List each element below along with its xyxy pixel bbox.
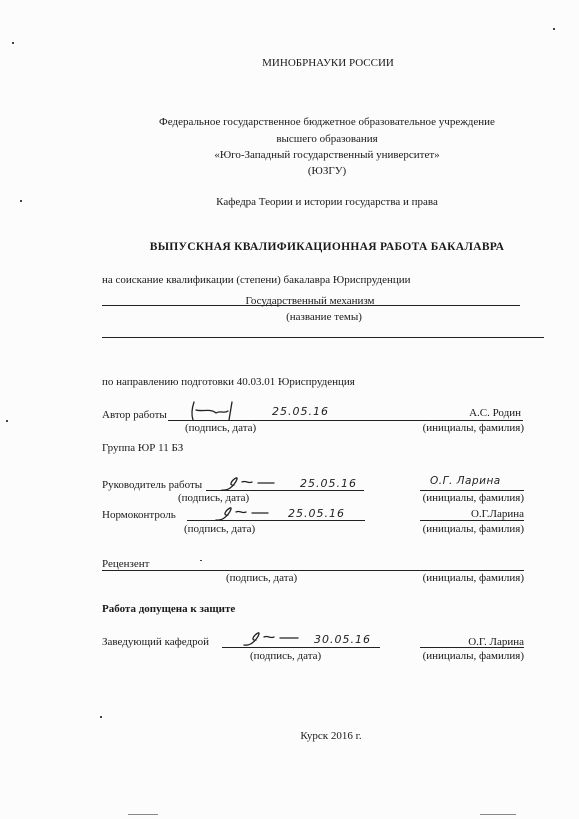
head-of-department-date: 30.05.16 [314,633,371,646]
department-name: Кафедра Теории и истории государства и права [216,196,438,208]
head-of-department-name: О.Г. Ларина [468,636,524,648]
direction-line: по направлению подготовки 40.03.01 Юриспруденция [102,376,355,388]
city-year: Курск 2016 г. [300,730,362,742]
institution-abbreviation: (ЮЗГУ) [307,165,347,177]
supervisor-date: 25.05.16 [300,477,357,490]
author-label: Автор работы [102,409,167,421]
normcontrol-date: 25.05.16 [288,507,345,520]
scan-speck [200,560,202,561]
supervisor-handwritten-name: О.Г. Ларина [430,475,501,487]
author-caption-name: (инициалы, фамилия) [422,422,524,434]
reviewer-underline [102,570,524,571]
normcontrol-underline [187,520,365,521]
author-name: А.С. Родин [469,407,521,419]
topic-underline [102,305,520,306]
institution-line-3: «Юго-Западный государственный университет» [214,149,440,161]
normcontrol-name: О.Г.Ларина [470,508,524,520]
head-of-department-label: Заведующий кафедрой [102,636,209,648]
normcontrol-caption-name: (инициалы, фамилия) [422,523,524,535]
normcontrol-name-underline [420,520,524,521]
supervisor-name-underline [420,490,524,491]
normcontrol-caption-sign: (подпись, дата) [184,523,256,535]
topic-caption: (название темы) [286,311,362,323]
author-caption-sign: (подпись, дата) [185,422,257,434]
supervisor-caption-sign: (подпись, дата) [178,492,250,504]
institution-line-1: Федеральное государственное бюджетное образовательное учреждение [159,116,495,128]
group-line: Группа ЮР 11 БЗ [102,442,184,454]
reviewer-caption-sign: (подпись, дата) [226,572,298,584]
head-of-department-caption-sign: (подпись, дата) [250,650,322,662]
reviewer-label: Рецензент [102,558,150,570]
head-of-department-underline [222,647,380,648]
topic-value: Государственный механизм [245,295,375,307]
institution-line-2: высшего образования [276,133,378,145]
scan-speck [553,28,555,30]
normcontrol-label: Нормоконтроль [102,509,176,521]
author-date: 25.05.16 [272,405,329,418]
scan-edge-mark [128,814,158,815]
scan-speck [12,42,14,44]
document-title: ВЫПУСКНАЯ КВАЛИФИКАЦИОННАЯ РАБОТА БАКАЛАВРА [149,241,505,253]
reviewer-caption-name: (инициалы, фамилия) [422,572,524,584]
head-of-department-caption-name: (инициалы, фамилия) [422,650,524,662]
supervisor-underline [206,490,364,491]
admission-heading: Работа допущена к защите [102,603,236,615]
head-of-department-name-underline [420,647,524,648]
scan-speck [6,420,8,422]
scan-speck [20,200,22,202]
scan-edge-mark [480,814,516,815]
topic-extra-line [102,337,544,338]
supervisor-label: Руководитель работы [102,479,203,491]
author-signature [172,398,242,422]
author-underline [168,420,523,421]
supervisor-caption-name: (инициалы, фамилия) [422,492,524,504]
scan-speck [100,716,102,718]
head-of-department-signature [240,627,312,649]
degree-line: на соискание квалификации (степени) бакалавра Юриспруденции [102,274,411,286]
ministry-name: МИНОБРНАУКИ РОССИИ [262,57,394,69]
